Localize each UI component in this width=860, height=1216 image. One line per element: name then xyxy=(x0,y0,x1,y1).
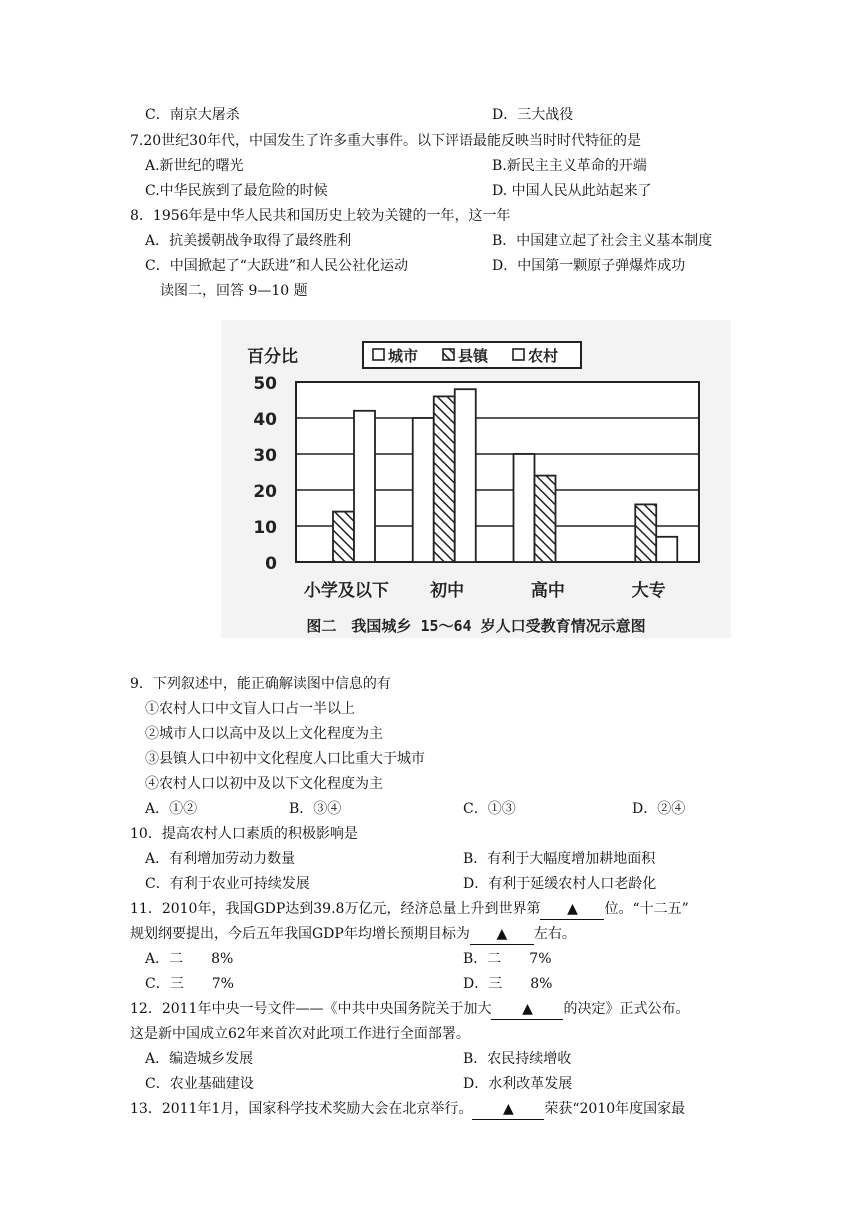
legend-swatch-县镇 xyxy=(443,349,454,360)
legend-swatch-农村 xyxy=(513,349,524,360)
bar-县镇-大专 xyxy=(635,504,656,562)
y-tick-label: 30 xyxy=(253,446,277,466)
q6-option-d: D．三大战役 xyxy=(492,107,574,123)
q8-stem: 8．1956年是中华人民共和国历史上较为关键的一年，这一年 xyxy=(130,208,511,224)
q13-text-2: 荣获“2010年度国家最 xyxy=(544,1101,686,1117)
q11-blank-2 xyxy=(470,924,534,945)
q8-option-c: C．中国掀起了“大跃进”和人民公社化运动 xyxy=(145,258,409,274)
q7-stem: 7.20世纪30年代，中国发生了许多重大事件。以下评语最能反映当时时代特征的是 xyxy=(130,133,641,149)
y-tick-label: 50 xyxy=(253,374,277,394)
bar-城市-初中 xyxy=(413,418,434,562)
q12-line-2: 这是新中国成立62年来首次对此项工作进行全面部署。 xyxy=(130,1026,470,1042)
x-category-label: 高中 xyxy=(530,581,565,601)
x-category-label: 小学及以下 xyxy=(303,581,389,601)
x-category-label: 初中 xyxy=(430,581,465,601)
q9-option-a: A．①② xyxy=(145,801,198,817)
q8-option-d: D．中国第一颗原子弹爆炸成功 xyxy=(492,258,686,274)
bar-农村-初中 xyxy=(455,389,476,562)
q10-option-c: C．有利于农业可持续发展 xyxy=(145,876,310,892)
q9-option-b: B．③④ xyxy=(289,801,342,817)
y-tick-label: 40 xyxy=(253,410,277,430)
q11-line-1 xyxy=(130,899,689,920)
q12-option-a: A．编造城乡发展 xyxy=(145,1051,254,1067)
q11-option-b: B．二 7% xyxy=(463,951,552,967)
q11-option-d: D．三 8% xyxy=(463,976,553,992)
q11-text-3: 规划纲要提出，今后五年我国GDP年均增长预期目标为 xyxy=(130,926,470,942)
q7-option-b: B.新民主主义革命的开端 xyxy=(492,158,647,174)
bar-县镇-小学及以下 xyxy=(333,512,354,562)
q6-option-c: C．南京大屠杀 xyxy=(145,107,240,123)
q9-item-2: ②城市人口以高中及以上文化程度为主 xyxy=(145,726,383,742)
chart-title: 图二 我国城乡 15～64 岁人口受教育情况示意图 xyxy=(306,617,646,635)
q7-option-d: D. 中国人民从此站起来了 xyxy=(492,183,652,199)
bar-县镇-高中 xyxy=(535,476,556,562)
q9-stem: 9．下列叙述中，能正确解读图中信息的有 xyxy=(130,676,391,692)
q9-item-3: ③县镇人口中初中文化程度人口比重大于城市 xyxy=(145,751,425,767)
q11-text-1: 11．2010年，我国GDP达到39.8万亿元，经济总量上升到世界第 xyxy=(130,901,541,917)
q11-text-4: 左右。 xyxy=(533,926,576,942)
bar-县镇-初中 xyxy=(434,396,455,562)
q9-item-4: ④农村人口以初中及以下文化程度为主 xyxy=(145,776,383,792)
bar-城市-高中 xyxy=(514,454,535,562)
q12-blank xyxy=(491,999,563,1020)
blank-triangle-icon: ▲ xyxy=(502,1101,514,1117)
q7-option-c: C.中华民族到了最危险的时候 xyxy=(145,183,328,199)
q10-option-d: D．有利于延缓农村人口老龄化 xyxy=(463,876,657,892)
q12-option-c: C．农业基础建设 xyxy=(145,1076,254,1092)
q10-stem: 10．提高农村人口素质的积极影响是 xyxy=(130,826,358,842)
q12-option-d: D．水利改革发展 xyxy=(463,1076,573,1092)
q13-text-1: 13．2011年1月，国家科学技术奖励大会在北京举行。 xyxy=(130,1101,473,1117)
y-tick-label: 20 xyxy=(253,482,277,502)
q12-text-1: 12．2011年中央一号文件——《中共中央国务院关于加大 xyxy=(130,1001,492,1017)
q9-option-d: D．②④ xyxy=(632,801,686,817)
legend-label-农村: 农村 xyxy=(528,347,559,365)
legend-label-县镇: 县镇 xyxy=(458,347,489,365)
q7-option-a: A.新世纪的曙光 xyxy=(145,158,244,174)
q10-option-b: B．有利于大幅度增加耕地面积 xyxy=(463,851,656,867)
legend-swatch-城市 xyxy=(373,349,384,360)
blank-triangle-icon: ▲ xyxy=(496,926,508,942)
bar-农村-小学及以下 xyxy=(354,411,375,562)
q12-text-2: 的决定》正式公布。 xyxy=(563,1001,690,1017)
q10-option-a: A．有利增加劳动力数量 xyxy=(145,851,296,867)
y-axis-label: 百分比 xyxy=(247,347,298,367)
y-tick-label: 0 xyxy=(265,554,277,574)
legend-label-城市: 城市 xyxy=(388,347,419,365)
q8-option-a: A．抗美援朝战争取得了最终胜利 xyxy=(145,233,352,249)
q9-option-c: C．①③ xyxy=(463,801,516,817)
q8-option-b: B．中国建立起了社会主义基本制度 xyxy=(492,233,713,249)
q12-line-1 xyxy=(130,999,689,1020)
q11-blank-1 xyxy=(540,899,604,920)
read-figure-instruction: 读图二，回答 9—10 题 xyxy=(160,283,308,299)
q13-blank xyxy=(472,1099,544,1120)
education-chart-figure xyxy=(221,320,731,638)
q12-option-b: B．农民持续增收 xyxy=(463,1051,572,1067)
q11-line-2 xyxy=(130,924,576,945)
bar-农村-大专 xyxy=(656,537,677,562)
q9-item-1: ①农村人口中文盲人口占一半以上 xyxy=(145,701,355,717)
blank-triangle-icon: ▲ xyxy=(522,1001,533,1017)
q11-text-2: 位。“十二五” xyxy=(604,901,689,917)
q11-option-a: A．二 8% xyxy=(145,951,234,967)
q11-option-c: C．三 7% xyxy=(145,976,234,992)
blank-triangle-icon: ▲ xyxy=(567,901,578,917)
y-tick-label: 10 xyxy=(253,518,277,538)
education-bar-chart xyxy=(221,320,731,638)
x-category-label: 大专 xyxy=(631,581,666,601)
q13-line-1 xyxy=(130,1099,685,1120)
